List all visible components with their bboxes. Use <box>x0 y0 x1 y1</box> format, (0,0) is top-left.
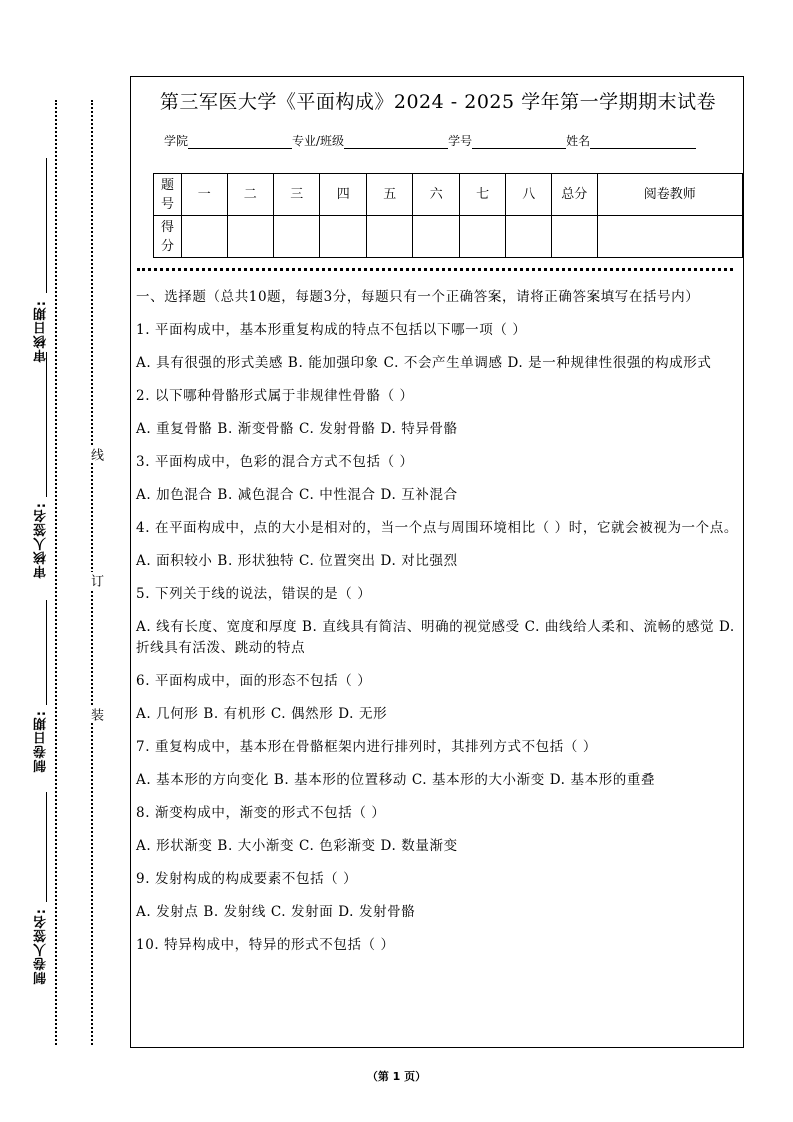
question-text: 6. 平面构成中，面的形态不包括（ ） <box>136 673 372 689</box>
score-header-cell: 七 <box>459 174 505 216</box>
field-name-label: 姓名 <box>566 134 591 148</box>
score-table <box>153 173 743 258</box>
question-text: 7. 重复构成中，基本形在骨骼框架内进行排列时，其排列方式不包括（ ） <box>136 739 597 755</box>
field-student-id-blank[interactable] <box>472 136 566 149</box>
score-header-cell: 八 <box>506 174 552 216</box>
score-cell[interactable] <box>506 216 552 258</box>
review-date-label: 审核日期: <box>34 300 49 363</box>
reviewer-signature-line <box>46 352 47 497</box>
score-cell[interactable] <box>413 216 459 258</box>
score-header-cell: 六 <box>413 174 459 216</box>
score-header-cell: 五 <box>366 174 412 216</box>
question-options: A. 面积较小 B. 形状独特 C. 位置突出 D. 对比强烈 <box>136 553 458 569</box>
question-options: A. 几何形 B. 有机形 C. 偶然形 D. 无形 <box>136 706 388 722</box>
review-date-line <box>46 158 47 293</box>
field-major-label: 专业/班级 <box>292 134 345 148</box>
score-row-label: 得分 <box>154 216 182 258</box>
question-text: 5. 下列关于线的说法，错误的是（ ） <box>136 586 372 602</box>
setter-date-line <box>46 600 47 705</box>
question-section <box>136 287 742 968</box>
question-options: A. 具有很强的形式美感 B. 能加强印象 C. 不会产生单调感 D. 是一种规律性很强的构成形式 <box>136 355 712 371</box>
score-table-header-row <box>154 174 743 216</box>
score-cell[interactable] <box>552 216 598 258</box>
score-cell[interactable] <box>274 216 320 258</box>
score-table-score-row <box>154 216 743 258</box>
question-text: 2. 以下哪种骨骼形式属于非规律性骨骼（ ） <box>136 388 414 404</box>
field-name-blank[interactable] <box>590 136 696 149</box>
question-options: A. 形状渐变 B. 大小渐变 C. 色彩渐变 D. 数量渐变 <box>136 838 458 854</box>
field-college-label: 学院 <box>164 134 189 148</box>
section-heading: 一、选择题（总共10题，每题3分，每题只有一个正确答案，请将正确答案填写在括号内） <box>136 289 700 305</box>
reviewer-signature-label: 审核人签名: <box>34 502 49 579</box>
setter-date-label: 制卷日期: <box>34 710 49 773</box>
question-options: A. 基本形的方向变化 B. 基本形的位置移动 C. 基本形的大小渐变 D. 基本形的重叠 <box>136 772 656 788</box>
score-cell[interactable] <box>320 216 366 258</box>
question-options: A. 线有长度、宽度和厚度 B. 直线具有简洁、明确的视觉感受 C. 曲线给人柔和、流畅的感觉 D. 折线具有活泼、跳动的特点 <box>136 619 735 656</box>
score-cell[interactable] <box>366 216 412 258</box>
question-text: 8. 渐变构成中，渐变的形式不包括（ ） <box>136 805 386 821</box>
score-header-cell: 一 <box>181 174 227 216</box>
binding-mark-line: 线 <box>88 448 103 461</box>
question-text: 9. 发射构成的构成要素不包括（ ） <box>136 871 358 887</box>
exam-frame <box>130 76 744 1048</box>
exam-title: 第三军医大学《平面构成》2024 - 2025 学年第一学期期末试卷 <box>159 91 717 113</box>
dotted-separator <box>137 268 733 271</box>
score-cell[interactable] <box>181 216 227 258</box>
question-options: A. 加色混合 B. 减色混合 C. 中性混合 D. 互补混合 <box>136 487 458 503</box>
field-major-blank[interactable] <box>344 136 448 149</box>
score-header-cell: 三 <box>274 174 320 216</box>
setter-signature-line <box>46 792 47 902</box>
binding-mark-bind: 装 <box>88 708 103 721</box>
score-header-cell: 题号 <box>154 174 182 216</box>
score-header-cell: 四 <box>320 174 366 216</box>
binding-mark-staple: 订 <box>88 574 103 587</box>
page-number: （第 1 页） <box>366 1070 427 1083</box>
score-cell[interactable] <box>227 216 273 258</box>
question-text: 4. 在平面构成中，点的大小是相对的，当一个点与周围环境相比（ ）时，它就会被视为一个点。 <box>136 520 738 536</box>
question-text: 1. 平面构成中，基本形重复构成的特点不包括以下哪一项（ ） <box>136 322 527 338</box>
question-options: A. 发射点 B. 发射线 C. 发射面 D. 发射骨骼 <box>136 904 416 920</box>
score-header-cell: 总分 <box>552 174 598 216</box>
score-cell[interactable] <box>459 216 505 258</box>
binding-dotted-line-outer <box>55 100 57 1045</box>
field-student-id-label: 学号 <box>448 134 473 148</box>
score-cell[interactable] <box>597 216 742 258</box>
student-info-row <box>164 132 696 149</box>
score-header-cell: 阅卷教师 <box>597 174 742 216</box>
question-text: 3. 平面构成中，色彩的混合方式不包括（ ） <box>136 454 414 470</box>
question-options: A. 重复骨骼 B. 渐变骨骼 C. 发射骨骼 D. 特异骨骼 <box>136 421 458 437</box>
score-header-cell: 二 <box>227 174 273 216</box>
setter-signature-label: 制卷人签名: <box>34 908 49 985</box>
field-college-blank[interactable] <box>188 136 292 149</box>
question-text: 10. 特异构成中，特异的形式不包括（ ） <box>136 937 395 953</box>
